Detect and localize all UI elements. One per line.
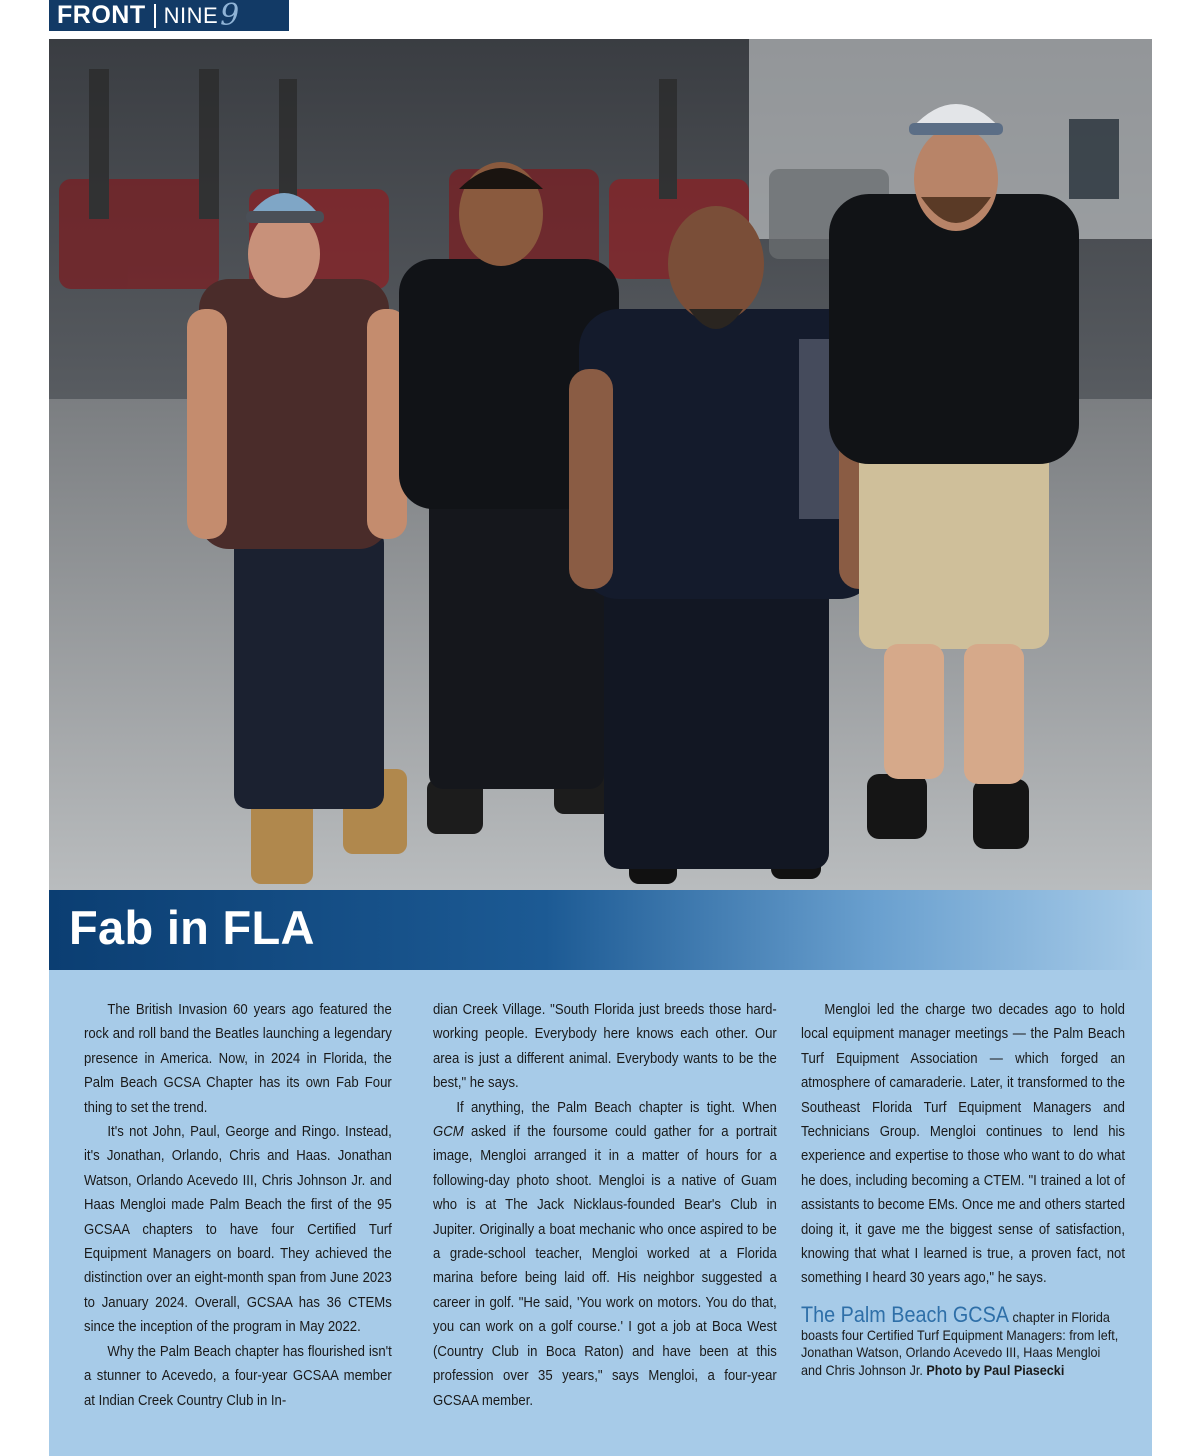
caption-body: chapter in Florida boasts four Certified Turf Equipment Managers: from left, Jonathan Watson, Orlando Acevedo III, Haas Mengloi and Chris Johnson Jr. [801,1309,1119,1378]
group-photo [49,39,1152,890]
paragraph: It's not John, Paul, George and Ringo. Instead, it's Jonathan, Orlando, Chris and Haas. Jonathan Watson, Orlando Acevedo III, Chris Johnson Jr. and Haas Mengloi made Palm Beach the first of the 95 GCSAA chapters to have four Certified Turf Equipment Managers on board. They achieved the distinction over an eight-month span from June 2023 to January 2024. Overall, GCSAA has 36 CTEMs since the inception of the program in May 2022. [84,1124,392,1336]
paragraph-lead: If anything, the Palm Beach chapter is tight. When [456,1099,777,1116]
group-photo-icon [49,39,1152,890]
photo-credit: Photo by Paul Piasecki [926,1361,1065,1378]
header-divider [154,4,156,28]
caption-lead: The Palm Beach GCSA [801,1302,1009,1327]
photo-caption [801,1302,1121,1379]
paragraph: Mengloi led the charge two decades ago to hold local equipment manager meetings — the Palm Beach Turf Equipment Association — which forged an atmosphere of camaraderie. Later, it transformed to the Southeast Florida Turf Equipment Managers and Technicians Group. Mengloi continues to lend his experience and expertise to those who want to do what he does, including becoming a CTEM. "I trained a lot of assistants to become EMs. Once me and others started doing it, it gave me the biggest sense of satisfaction, knowing that what I learned is true, a proven fact, not something I heard 30 years ago," he says. [801,1002,1125,1287]
article-title: Fab in FLA [69,901,315,954]
paragraph-rest: asked if the foursome could gather for a portrait image, Mengloi arranged it in a matter of hours for a following-day photo shoot. Mengloi is a native of Guam who is at The Jack Nicklaus-founded Bear's Club in Jupiter. Originally a boat mechanic who once aspired to be a grade-school teacher, Mengloi worked at a Florida marina before being laid off. His neighbor suggested a career in golf. "He said, 'You work on motors. You do that, you can work on a golf course.' I got a job at Boca West (Country Club in Boca Raton) and have been at this profession over 35 years," says Mengloi, a four-year GCSAA member. [433,1124,777,1409]
section-label: FRONT [57,1,146,29]
paragraph: The British Invasion 60 years ago featured the rock and roll band the Beatles launching a legendary presence in America. Now, in 2024 in Florida, the Palm Beach GCSA Chapter has its own Fab Four thing to set the trend. [84,1002,392,1116]
title-bar [49,890,1152,970]
section-header [49,0,289,31]
article-column-2 [433,998,777,1413]
paragraph: dian Creek Village. "South Florida just breeds those hard-working people. Everybody here knows each other. Our area is just a different animal. Everybody wants to be the best," he says. [433,1002,777,1092]
article-column-3 [801,998,1125,1291]
publication-name: GCM [433,1124,464,1141]
paragraph [433,1096,777,1413]
subsection-label: NINE [163,3,219,28]
paragraph: Why the Palm Beach chapter has flourished isn't a stunner to Acevedo, a four-year GCSAA member at Indian Creek Country Club in In- [84,1343,392,1409]
section-number: 9 [220,0,240,33]
article-column-1 [84,998,392,1413]
